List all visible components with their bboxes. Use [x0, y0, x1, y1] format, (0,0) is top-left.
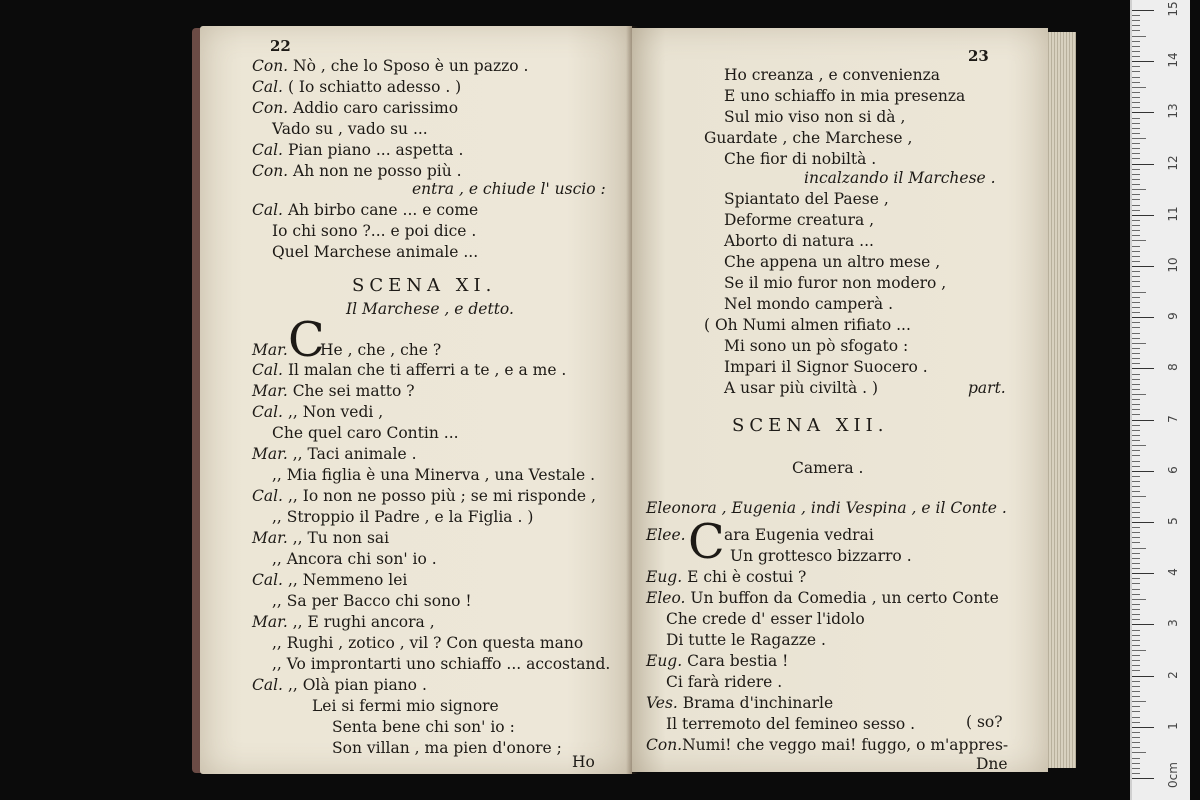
- ruler-tick: [1132, 169, 1140, 170]
- speaker-label: Cal.: [252, 571, 283, 589]
- ruler-tick: [1132, 343, 1146, 344]
- text-line: [646, 588, 999, 608]
- text-line: [646, 651, 788, 671]
- ruler-tick: [1132, 563, 1140, 564]
- ruler-tick: [1132, 348, 1140, 349]
- ruler-tick: [1132, 46, 1140, 47]
- ruler-number: 2: [1166, 670, 1180, 679]
- text-line: [252, 570, 407, 590]
- line-text: ,, Tu non sai: [292, 529, 390, 547]
- text-line: Aborto di natura ...: [724, 232, 874, 250]
- text-line: [252, 528, 389, 548]
- line-text: ,, Io non ne posso più ; se mi risponde ,: [287, 487, 596, 505]
- text-line: Quel Marchese animale ...: [272, 243, 479, 261]
- ruler-number: 10: [1166, 257, 1180, 273]
- ruler-tick: [1132, 66, 1140, 67]
- ruler-tick: [1132, 179, 1140, 180]
- ruler-tick: [1132, 542, 1140, 543]
- ruler-tick: [1132, 742, 1140, 743]
- ruler-tick: [1132, 430, 1140, 431]
- ruler-tick: [1132, 307, 1140, 308]
- ruler-tick: [1132, 240, 1146, 241]
- text-line: [252, 200, 478, 220]
- ruler-number: 9: [1166, 312, 1180, 321]
- text-line: Son villan , ma pien d'onore ;: [332, 739, 562, 757]
- ruler-tick: [1132, 696, 1140, 697]
- ruler-tick: [1132, 10, 1154, 11]
- ruler-tick: [1132, 235, 1140, 236]
- ruler-tick: [1132, 251, 1140, 252]
- ruler-tick: [1132, 153, 1140, 154]
- stage-direction: incalzando il Marchese .: [804, 169, 996, 187]
- ruler-number: 5: [1166, 517, 1180, 525]
- ruler-tick: [1132, 686, 1140, 687]
- ruler-tick: [1132, 568, 1140, 569]
- ruler-tick: [1132, 399, 1140, 400]
- ruler-tick: [1132, 82, 1140, 83]
- ruler-tick: [1132, 230, 1140, 231]
- ruler-tick: [1132, 51, 1140, 52]
- catchword: Ho: [572, 753, 595, 771]
- text-line: ,, Mia figlia è una Minerva , una Vestale .: [272, 466, 596, 484]
- text-line: Io chi sono ?... e poi dice .: [272, 222, 477, 240]
- text-line: Ho creanza , e convenienza: [724, 66, 940, 84]
- line-text: Che sei matto ?: [292, 382, 415, 400]
- ruler-tick: [1132, 747, 1140, 748]
- ruler-tick: [1132, 292, 1146, 293]
- text-line: Di tutte le Ragazze .: [666, 631, 826, 649]
- text-line: Nel mondo camperà .: [724, 295, 894, 313]
- ruler-tick: [1132, 302, 1140, 303]
- scene-heading: SCENA XII.: [732, 415, 889, 436]
- ruler-tick: [1132, 517, 1140, 518]
- ruler-tick: [1132, 589, 1140, 590]
- ruler-tick: [1132, 701, 1146, 702]
- ruler-tick: [1132, 128, 1140, 129]
- text-line: [252, 98, 458, 118]
- ruler-tick: [1132, 763, 1140, 764]
- speaker-label: Cal.: [252, 141, 283, 159]
- ruler-tick: [1132, 752, 1146, 753]
- ruler-tick: [1132, 450, 1140, 451]
- ruler-tick: [1132, 445, 1146, 446]
- ruler-tick: [1132, 276, 1140, 277]
- ruler-tick: [1132, 92, 1140, 93]
- text-line: ara Eugenia vedrai: [724, 526, 874, 544]
- text-line: Guardate , che Marchese ,: [704, 129, 913, 147]
- ruler-tick: [1132, 496, 1146, 497]
- text-line: [252, 77, 461, 97]
- ruler-tick: [1132, 77, 1140, 78]
- ruler-tick: [1132, 599, 1146, 600]
- speaker-label: Con.: [252, 57, 289, 75]
- ruler-tick: [1132, 670, 1140, 671]
- text-line: [252, 381, 415, 401]
- ruler-tick: [1132, 71, 1140, 72]
- line-text: Cara bestia !: [687, 652, 789, 670]
- ruler-tick: [1132, 655, 1140, 656]
- text-line: [252, 402, 383, 422]
- line-text: Brama d'inchinarle: [682, 694, 834, 712]
- ruler-tick: [1132, 286, 1140, 287]
- ruler-tick: [1132, 758, 1140, 759]
- text-line: Se il mio furor non modero ,: [724, 274, 947, 292]
- text-line: [252, 675, 427, 695]
- ruler-tick: [1132, 107, 1140, 108]
- ruler-tick: [1132, 502, 1140, 503]
- text-line: [252, 161, 462, 181]
- ruler-number: 11: [1166, 206, 1180, 222]
- ruler-tick: [1132, 261, 1140, 262]
- ruler-tick: [1132, 266, 1154, 267]
- text-line: [252, 444, 417, 464]
- text-line: Che appena un altro mese ,: [724, 253, 941, 271]
- ruler-tick: [1132, 732, 1140, 733]
- ruler-tick: [1132, 312, 1140, 313]
- scene-characters: Il Marchese , e detto.: [346, 300, 514, 318]
- line-text: Il malan che ti afferri a te , e a me .: [287, 361, 567, 379]
- text-line: ,, Sa per Bacco chi sono !: [272, 592, 472, 610]
- text-line: ,, Vo improntarti uno schiaffo ... accostand.: [272, 655, 611, 673]
- line-text: Nò , che lo Sposo è un pazzo .: [293, 57, 529, 75]
- speaker-label: Eug.: [646, 568, 683, 586]
- text-line: A usar più civiltà . ): [724, 379, 879, 397]
- ruler-tick: [1132, 158, 1140, 159]
- ruler-tick: [1132, 189, 1146, 190]
- ruler-tick: [1132, 645, 1140, 646]
- ruler-tick: [1132, 220, 1140, 221]
- ruler-tick: [1132, 36, 1146, 37]
- text-line: E uno schiaffo in mia presenza: [724, 87, 966, 105]
- ruler-tick: [1132, 583, 1140, 584]
- text-line: [646, 735, 1008, 755]
- line-text: ,, Taci animale .: [292, 445, 417, 463]
- speaker-label: Mar.: [252, 529, 288, 547]
- ruler-tick: [1132, 87, 1146, 88]
- ruler-tick: [1132, 722, 1140, 723]
- ruler-tick: [1132, 768, 1140, 769]
- scene-setting: Camera .: [792, 459, 864, 477]
- text-line: [646, 693, 833, 713]
- ruler-tick: [1132, 573, 1154, 574]
- ruler-number: 6: [1166, 465, 1180, 474]
- text-line: [252, 486, 596, 506]
- ruler-tick: [1132, 471, 1154, 472]
- ruler-tick: [1132, 527, 1140, 528]
- ruler-tick: [1132, 174, 1140, 175]
- ruler-tick: [1132, 476, 1140, 477]
- text-line: [252, 360, 566, 380]
- ruler-tick: [1132, 706, 1140, 707]
- speaker-label: Mar.: [252, 445, 288, 463]
- speaker-label: Elee.: [646, 526, 686, 544]
- ruler-tick: [1132, 609, 1140, 610]
- line-text: E chi è costui ?: [687, 568, 807, 586]
- ruler-tick: [1132, 194, 1140, 195]
- ruler-tick: [1132, 778, 1154, 779]
- ruler-tick: [1132, 25, 1140, 26]
- ruler-tick: [1132, 215, 1154, 216]
- ruler-tick: [1132, 143, 1140, 144]
- ruler-tick: [1132, 711, 1140, 712]
- text-line: Impari il Signor Suocero .: [724, 358, 928, 376]
- ruler-tick: [1132, 210, 1140, 211]
- ruler-tick: [1132, 389, 1140, 390]
- ruler-tick: [1132, 404, 1140, 405]
- text-line: ,, Rughi , zotico , vil ? Con questa mano: [272, 634, 584, 652]
- ruler-tick: [1132, 379, 1140, 380]
- ruler-tick: [1132, 558, 1140, 559]
- ruler-tick: [1132, 486, 1140, 487]
- ruler-tick: [1132, 271, 1140, 272]
- ruler-tick: [1132, 635, 1140, 636]
- ruler-tick: [1132, 455, 1140, 456]
- text-line: Senta bene chi son' io :: [332, 718, 515, 736]
- text-line: [252, 612, 435, 632]
- ruler-number: 15: [1166, 1, 1180, 17]
- ruler-tick: [1132, 281, 1140, 282]
- text-line: [252, 140, 463, 160]
- ruler-tick: [1132, 660, 1140, 661]
- ruler-tick: [1132, 205, 1140, 206]
- ruler-number: 1: [1166, 721, 1180, 730]
- text-line: Che quel caro Contin ...: [272, 424, 459, 442]
- text-line: ( so?: [966, 713, 1003, 731]
- text-line: ( Oh Numi almen rifiato ...: [704, 316, 911, 334]
- text-line: Lei si fermi mio signore: [312, 697, 499, 715]
- page-number: 22: [270, 37, 291, 55]
- ruler-tick: [1132, 532, 1140, 533]
- right-page: [632, 28, 1048, 772]
- ruler-tick: [1132, 164, 1154, 165]
- scene-heading: SCENA XI.: [352, 275, 497, 296]
- ruler-number: 12: [1166, 154, 1180, 171]
- ruler-tick: [1132, 123, 1140, 124]
- scene-characters: Eleonora , Eugenia , indi Vespina , e il Conte .: [646, 499, 1007, 517]
- speaker-label: Cal.: [252, 676, 283, 694]
- text-line: Spiantato del Paese ,: [724, 190, 889, 208]
- ruler-tick: [1132, 676, 1154, 677]
- ruler-tick: [1132, 112, 1154, 113]
- text-line: He , che , che ?: [320, 341, 442, 359]
- ruler-tick: [1132, 225, 1140, 226]
- page-number: 23: [968, 47, 989, 65]
- ruler-tick: [1132, 297, 1140, 298]
- ruler-number: 8: [1166, 363, 1180, 372]
- ruler-tick: [1132, 420, 1154, 421]
- text-line: Sul mio viso non si dà ,: [724, 108, 906, 126]
- speaker-label: Eleo.: [646, 589, 686, 607]
- speaker-label: Cal.: [252, 361, 283, 379]
- line-text: Vado su , vado su ...: [272, 120, 428, 138]
- text-line: [272, 119, 428, 139]
- ruler-tick: [1132, 138, 1146, 139]
- text-line: Un grottesco bizzarro .: [730, 547, 912, 565]
- ruler-tick: [1132, 604, 1140, 605]
- text-line: Il terremoto del femineo sesso .: [666, 715, 916, 733]
- page-edges: [1046, 32, 1076, 768]
- ruler-tick: [1132, 717, 1140, 718]
- ruler-tick: [1132, 338, 1140, 339]
- speaker-label: Cal.: [252, 403, 283, 421]
- line-text: Ah non ne posso più .: [293, 162, 462, 180]
- text-line: Deforme creatura ,: [724, 211, 875, 229]
- ruler-tick: [1132, 594, 1140, 595]
- ruler-tick: [1132, 665, 1140, 666]
- left-page: [200, 26, 632, 774]
- ruler-tick: [1132, 681, 1140, 682]
- ruler-tick: [1132, 624, 1154, 625]
- ruler-tick: [1132, 461, 1140, 462]
- speaker-label: Cal.: [252, 201, 283, 219]
- drop-cap: C: [288, 312, 325, 368]
- ruler-tick: [1132, 199, 1140, 200]
- ruler-tick: [1132, 553, 1140, 554]
- speaker-label: Mar.: [252, 382, 288, 400]
- ruler-tick: [1132, 353, 1140, 354]
- ruler-tick: [1132, 435, 1140, 436]
- text-line: [646, 525, 686, 545]
- speaker-label: Cal.: [252, 487, 283, 505]
- text-line: [646, 567, 806, 587]
- ruler-tick: [1132, 522, 1154, 523]
- ruler-number: 3: [1166, 619, 1180, 628]
- ruler-tick: [1132, 368, 1154, 369]
- ruler-tick: [1132, 333, 1140, 334]
- ruler-number: 4: [1166, 568, 1180, 577]
- ruler-tick: [1132, 394, 1146, 395]
- text-line: ,, Ancora chi son' io .: [272, 550, 437, 568]
- line-text: ( Io schiatto adesso . ): [287, 78, 462, 96]
- ruler-tick: [1132, 691, 1140, 692]
- ruler-tick: [1132, 548, 1146, 549]
- ruler-tick: [1132, 184, 1140, 185]
- ruler-tick: [1132, 425, 1140, 426]
- ruler-tick: [1132, 640, 1140, 641]
- stage-direction: part.: [968, 379, 1006, 397]
- ruler-tick: [1132, 619, 1140, 620]
- ruler-number: 7: [1166, 414, 1180, 423]
- ruler-tick: [1132, 322, 1140, 323]
- speaker-label: Con.: [646, 736, 683, 754]
- ruler-tick: [1132, 56, 1140, 57]
- ruler-tick: [1132, 491, 1140, 492]
- text-line: Mi sono un pò sfogato :: [724, 337, 909, 355]
- ruler-tick: [1132, 737, 1140, 738]
- text-line: Ci farà ridere .: [666, 673, 783, 691]
- ruler-tick: [1132, 317, 1154, 318]
- ruler-tick: [1132, 327, 1140, 328]
- ruler-tick: [1132, 61, 1154, 62]
- text-line: Che fior di nobiltà .: [724, 150, 877, 168]
- ruler-tick: [1132, 148, 1140, 149]
- line-text: Ah birbo cane ... e come: [287, 201, 479, 219]
- text-line: ,, Stroppio il Padre , e la Figlia . ): [272, 508, 534, 526]
- ruler-tick: [1132, 246, 1140, 247]
- ruler-tick: [1132, 41, 1140, 42]
- text-line: Che crede d' esser l'idolo: [666, 610, 865, 628]
- line-text: Numi! che veggo mai! fuggo, o m'appres-: [682, 736, 1009, 754]
- speaker-label: Mar.: [252, 613, 288, 631]
- ruler-tick: [1132, 15, 1140, 16]
- ruler-number: 14: [1166, 52, 1180, 68]
- ruler-tick: [1132, 358, 1140, 359]
- ruler-tick: [1132, 440, 1140, 441]
- line-text: Pian piano ... aspetta .: [287, 141, 464, 159]
- ruler-tick: [1132, 727, 1154, 728]
- speaker-label: Cal.: [252, 78, 283, 96]
- ruler-tick: [1132, 414, 1140, 415]
- ruler-tick: [1132, 374, 1140, 375]
- speaker-label: Con.: [252, 99, 289, 117]
- ruler-tick: [1132, 614, 1140, 615]
- ruler-tick: [1132, 256, 1140, 257]
- ruler-tick: [1132, 650, 1146, 651]
- ruler-tick: [1132, 97, 1140, 98]
- text-line: [252, 56, 528, 76]
- line-text: ,, Nemmeno lei: [287, 571, 408, 589]
- ruler-number: 13: [1166, 103, 1180, 120]
- line-text: ,, E rughi ancora ,: [292, 613, 435, 631]
- line-text: ,, Non vedi ,: [287, 403, 384, 421]
- line-text: ,, Olà pian piano .: [287, 676, 427, 694]
- ruler-tick: [1132, 102, 1140, 103]
- speaker-label: Eug.: [646, 652, 683, 670]
- speaker-label: Mar.: [252, 341, 288, 359]
- ruler-tick: [1132, 630, 1140, 631]
- ruler-tick: [1132, 466, 1140, 467]
- line-text: Addio caro carissimo: [293, 99, 459, 117]
- ruler-tick: [1132, 409, 1140, 410]
- stage-direction: entra , e chiude l' uscio :: [412, 180, 606, 198]
- ruler-tick: [1132, 507, 1140, 508]
- ruler-tick: [1132, 773, 1140, 774]
- ruler-tick: [1132, 578, 1140, 579]
- ruler-tick: [1132, 133, 1140, 134]
- ruler-tick: [1132, 118, 1140, 119]
- ruler-tick: [1132, 384, 1140, 385]
- ruler-tick: [1132, 537, 1140, 538]
- measuring-ruler: [1130, 0, 1190, 800]
- speaker-label: Ves.: [646, 694, 678, 712]
- ruler-number: 0cm: [1166, 762, 1180, 788]
- ruler-tick: [1132, 512, 1140, 513]
- ruler-tick: [1132, 30, 1140, 31]
- catchword: Dne: [976, 755, 1008, 773]
- line-text: Un buffon da Comedia , un certo Conte: [690, 589, 999, 607]
- text-line: [252, 340, 288, 360]
- ruler-tick: [1132, 481, 1140, 482]
- speaker-label: Con.: [252, 162, 289, 180]
- ruler-tick: [1132, 363, 1140, 364]
- ruler-tick: [1132, 20, 1140, 21]
- drop-cap: C: [688, 514, 725, 570]
